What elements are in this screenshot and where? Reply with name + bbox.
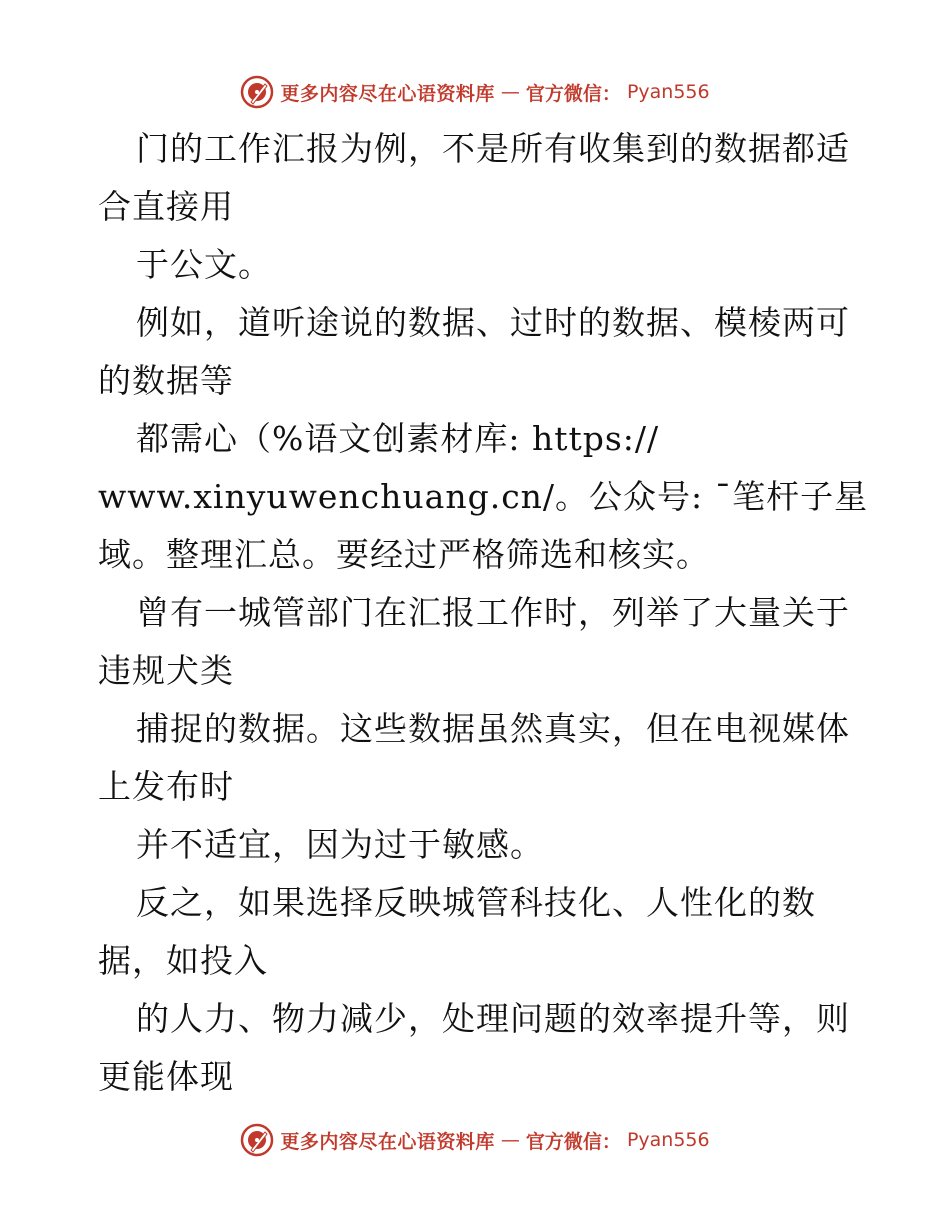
- footer-banner: [0, 1120, 950, 1160]
- text-line: 门的工作汇报为例，不是所有收集到的数据都适: [136, 129, 850, 168]
- banner-separator: —: [500, 81, 520, 103]
- banner-wechat-label: 官方微信：: [525, 1130, 621, 1153]
- text-line: 捕捉的数据。这些数据虽然真实，但在电视媒体: [136, 709, 850, 748]
- banner-wechat-id: Pyan556: [626, 81, 710, 103]
- text-line: 的数据等: [98, 361, 234, 400]
- text-line: 并不适宜，因为过于敏感。: [136, 825, 544, 864]
- banner-title: 更多内容尽在心语资料库: [280, 82, 495, 105]
- banner-separator: —: [500, 1129, 520, 1151]
- text-line: 更能体现: [98, 1057, 234, 1096]
- pen-logo-icon: [240, 1123, 274, 1157]
- text-line: 于公文。: [136, 245, 272, 284]
- text-line: 合直接用: [98, 187, 234, 226]
- text-line: 反之，如果选择反映城管科技化、人性化的数: [136, 883, 816, 922]
- banner-wechat-label: 官方微信：: [525, 82, 621, 105]
- document-body: [98, 120, 868, 1106]
- header-banner: [0, 72, 950, 112]
- banner-wechat-id: Pyan556: [626, 1129, 710, 1151]
- text-line: 违规犬类: [98, 651, 234, 690]
- text-line: 上发布时: [98, 767, 234, 806]
- text-line: 都需心（%语文创素材库: https://: [136, 419, 660, 458]
- text-line: 的人力、物力减少，处理问题的效率提升等，则: [136, 999, 850, 1038]
- text-line: 曾有一城管部门在汇报工作时，列举了大量关于: [136, 593, 850, 632]
- pen-logo-icon: [240, 75, 274, 109]
- text-line: 域。整理汇总。要经过严格筛选和核实。: [98, 535, 710, 574]
- text-line: 例如，道听途说的数据、过时的数据、模棱两可: [136, 303, 850, 342]
- text-line: 据，如投入: [98, 941, 268, 980]
- text-line: www.xinyuwenchuang.cn/。公众号: ¯笔杆子星: [98, 477, 869, 516]
- banner-title: 更多内容尽在心语资料库: [280, 1130, 495, 1153]
